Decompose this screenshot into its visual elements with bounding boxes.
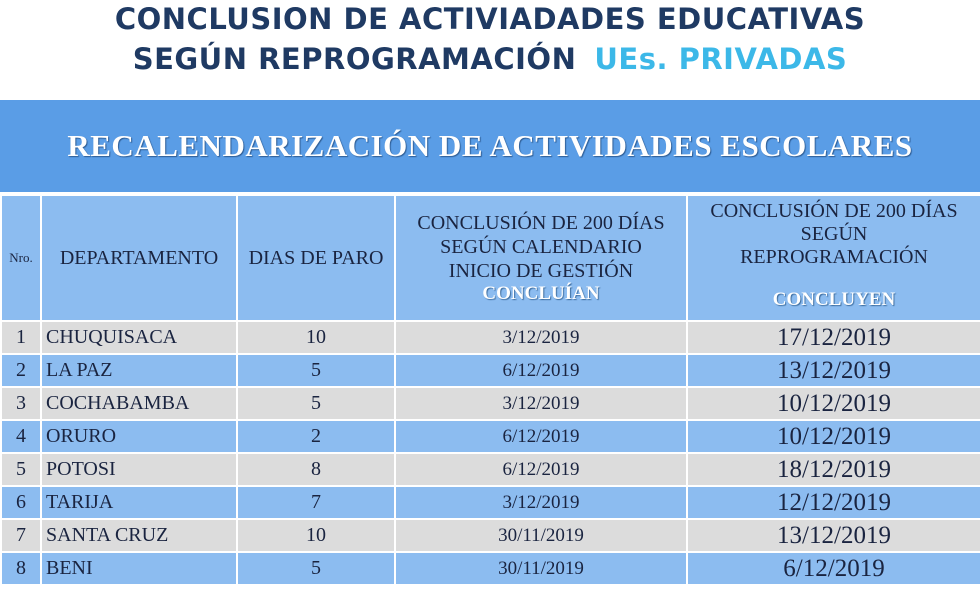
row-concluyen: 13/12/2019 — [687, 519, 980, 552]
row-concluian: 6/12/2019 — [395, 354, 687, 387]
row-nro: 3 — [1, 387, 41, 420]
row-nro: 4 — [1, 420, 41, 453]
title-line-2 — [0, 38, 980, 80]
header-reprog-line: CONCLUSIÓN DE 200 DÍAS — [710, 200, 958, 222]
row-concluian: 3/12/2019 — [395, 486, 687, 519]
table-row — [1, 387, 980, 420]
row-concluyen: 10/12/2019 — [687, 420, 980, 453]
row-dias-paro: 5 — [237, 354, 395, 387]
header-reprogramacion — [687, 195, 980, 321]
row-departamento: LA PAZ — [41, 354, 237, 387]
row-concluyen: 17/12/2019 — [687, 321, 980, 354]
header-reprog-sub: CONCLUYEN — [772, 289, 896, 310]
title-line-1: CONCLUSION DE ACTIVIADADES EDUCATIVAS — [114, 2, 866, 36]
table-row — [1, 453, 980, 486]
row-departamento: POTOSI — [41, 453, 237, 486]
row-concluyen: 6/12/2019 — [687, 552, 980, 585]
row-concluian: 3/12/2019 — [395, 321, 687, 354]
row-departamento: BENI — [41, 552, 237, 585]
row-departamento: CHUQUISACA — [41, 321, 237, 354]
header-reprog-line: REPROGRAMACIÓN — [740, 246, 928, 268]
table-row — [1, 420, 980, 453]
row-nro: 5 — [1, 453, 41, 486]
row-dias-paro: 2 — [237, 420, 395, 453]
header-calendario-line: CONCLUSIÓN DE 200 DÍAS — [417, 212, 665, 234]
row-concluian: 6/12/2019 — [395, 420, 687, 453]
row-nro: 7 — [1, 519, 41, 552]
row-nro: 1 — [1, 321, 41, 354]
row-dias-paro: 5 — [237, 552, 395, 585]
row-dias-paro: 10 — [237, 519, 395, 552]
banner-heading: RECALENDARIZACIÓN DE ACTIVIDADES ESCOLARES — [0, 100, 980, 192]
title-line-2-main: SEGÚN REPROGRAMACIÓN — [132, 42, 577, 76]
schedule-table — [0, 194, 980, 586]
row-departamento: ORURO — [41, 420, 237, 453]
table-row — [1, 486, 980, 519]
table-row — [1, 321, 980, 354]
row-concluyen: 18/12/2019 — [687, 453, 980, 486]
table-row — [1, 519, 980, 552]
header-departamento: DEPARTAMENTO — [41, 195, 237, 321]
row-dias-paro: 5 — [237, 387, 395, 420]
header-nro: Nro. — [1, 195, 41, 321]
row-departamento: COCHABAMBA — [41, 387, 237, 420]
row-concluian: 6/12/2019 — [395, 453, 687, 486]
header-calendario-sub: CONCLUÍAN — [482, 283, 600, 304]
table-row — [1, 354, 980, 387]
table-row — [1, 552, 980, 585]
row-departamento: SANTA CRUZ — [41, 519, 237, 552]
table-header-row — [1, 195, 980, 321]
row-nro: 2 — [1, 354, 41, 387]
row-nro: 6 — [1, 486, 41, 519]
row-dias-paro: 10 — [237, 321, 395, 354]
row-concluyen: 12/12/2019 — [687, 486, 980, 519]
row-concluyen: 13/12/2019 — [687, 354, 980, 387]
row-concluian: 30/11/2019 — [395, 519, 687, 552]
header-calendario-line: SEGÚN CALENDARIO — [440, 236, 642, 258]
title-accent: UEs. PRIVADAS — [594, 42, 848, 76]
header-reprog-line: SEGÚN — [800, 223, 868, 245]
header-calendario-line: INICIO DE GESTIÓN — [448, 260, 634, 282]
row-departamento: TARIJA — [41, 486, 237, 519]
row-dias-paro: 7 — [237, 486, 395, 519]
row-concluian: 3/12/2019 — [395, 387, 687, 420]
row-nro: 8 — [1, 552, 41, 585]
row-concluyen: 10/12/2019 — [687, 387, 980, 420]
row-dias-paro: 8 — [237, 453, 395, 486]
header-calendario — [395, 195, 687, 321]
header-dias-paro: DIAS DE PARO — [237, 195, 395, 321]
row-concluian: 30/11/2019 — [395, 552, 687, 585]
